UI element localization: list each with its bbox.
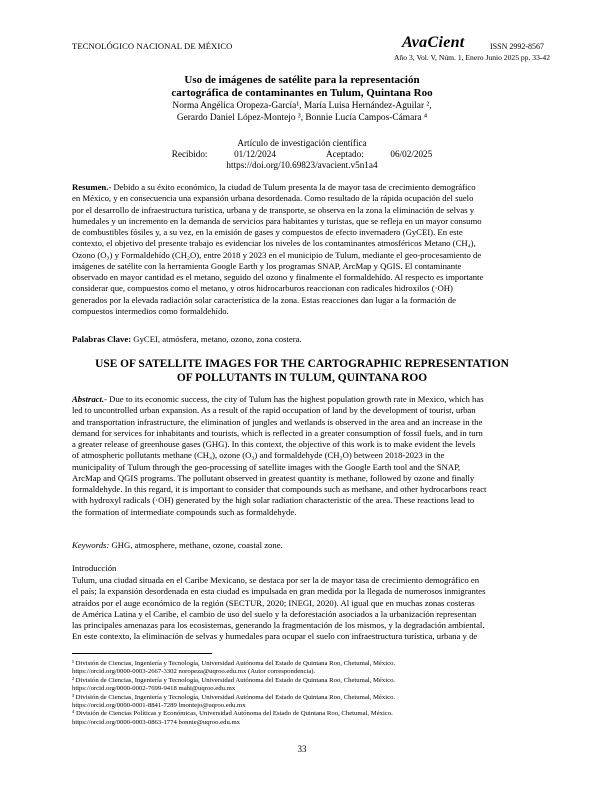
resumen-line: en México, y en consecuencia una expansión urbana desordenada. Como resultado de la rápida ocupación del suelo xyxy=(72,193,474,204)
volume-info: Año 3, Vol. V, Núm. 1, Enero Junio 2025 pp. 33-42 xyxy=(394,53,550,62)
page-number: 33 xyxy=(297,744,307,754)
resumen-line: considerar que, compuestos como el metano, y otros hidrocarburos reaccionan con radicales hidroxilos (·OH) xyxy=(72,283,453,294)
journal-logo: AvaCient xyxy=(402,34,465,51)
keywords xyxy=(72,540,532,551)
english-title-line-1: USE OF SATELLITE IMAGES FOR THE CARTOGRAPHIC REPRESENTATION xyxy=(95,358,509,370)
abstract-line: formaldehyde. In this regard, it is important to consider that compounds such as methane, and other hydrocarbons react xyxy=(72,484,487,494)
abstract-line: and transportation infrastructure, the elimination of jungles and wetlands is observed in the area and an increase in the xyxy=(72,416,483,427)
palabras-label: Palabras Clave: xyxy=(72,334,132,344)
article-meta xyxy=(72,138,532,171)
abstract-section xyxy=(72,394,532,518)
abstract-line: municipality of Tulum through the geo-processing of satellite images with the Google Earth tool and the SNAP, xyxy=(72,461,461,472)
footnote-line[interactable]: https://orcid.org/0000-0003-0863-1774 bonnie@uqroo.edu.mx xyxy=(72,718,241,726)
palabras-clave xyxy=(72,334,532,345)
footnote-line: ³ División de Ciencias, Ingeniería y Tecnología, Universidad Autónoma del Estado de Quintana Roo, Chetumal, México. xyxy=(72,693,396,701)
footnotes xyxy=(72,660,542,727)
resumen-line: observado en mayor cantidad es el metano, seguido del ozono y finalmente el formaldehído. Al respecto es importante xyxy=(72,272,484,282)
received-date: 01/12/2024 xyxy=(234,149,276,159)
abstract-line: led to uncontrolled urban expansion. As a result of the rapid occupation of land by the development of tourist, urban xyxy=(72,405,476,416)
intro-line: Tulum, una ciudad situada en el Caribe Mexicano, se destaca por ser la de mayor tasa de crecimiento demográfico en xyxy=(72,575,480,585)
abstract-line: a greater release of greenhouse gases (GHG). In this context, the objective of this work is to make evident the levels xyxy=(72,439,476,449)
footnote-line: ⁴ División de Ciencias Políticas y Económicas, Universidad Autónoma del Estado de Quintana Roo, Chetumal, México. xyxy=(72,710,393,718)
institution-name: TECNOLÓGICO NACIONAL DE MÉXICO xyxy=(72,41,233,51)
resumen-section xyxy=(72,182,532,317)
abstract-line: Abstract.- Due to its economic success, the city of Tulum has the highest population growth rate in Mexico, which has xyxy=(72,394,484,404)
title-line-2: cartográfica de contaminantes en Tulum, Quintana Roo xyxy=(171,87,433,99)
palabras-text: GyCEI, atmósfera, metano, ozono, zona costera. xyxy=(133,334,302,344)
accepted-date: 06/02/2025 xyxy=(390,149,433,159)
authors-line-2: Gerardo Daniel López-Montejo ³, Bonnie Lucía Campos-Cámara ⁴ xyxy=(176,112,428,123)
abstract-line: with hydroxyl radicals (·OH) generated by the high solar radiation characteristic of the area. These reactions lead to xyxy=(72,495,475,506)
abstract-line: ArcMap and QGIS programs. The pollutant observed in greatest quantity is methane, followed by ozone and finally xyxy=(72,472,475,483)
doi-link[interactable]: https://doi.org/10.69823/avacient.v5n1a4 xyxy=(226,160,378,170)
dates-line xyxy=(72,149,532,160)
intro-line: atraídos por el auge económico de la región (SECTUR, 2020; INEGI, 2020). Al igual que en muchas zonas costeras xyxy=(72,597,475,608)
footnote-line[interactable]: https://orcid.org/0000-0001-8841-7289 lmontejo@uqroo.edu.mx xyxy=(72,702,246,710)
keywords-text: GHG, atmosphere, methane, ozone, coastal zone. xyxy=(111,540,283,550)
resumen-line: Resumen.- Debido a su éxito económico, la ciudad de Tulum presenta la de mayor tasa de crecimiento demográfico xyxy=(72,182,476,192)
intro-section xyxy=(72,575,532,643)
resumen-line: compuestos intermedios como formaldehído. xyxy=(72,305,229,316)
title-line-1: Uso de imágenes de satélite para la representación xyxy=(184,74,420,86)
english-title xyxy=(72,357,532,385)
intro-line: el país; la expansión desordenada en esta ciudad es impulsada en gran medida por la llegada de numerosos inmigrantes xyxy=(72,586,486,597)
article-type: Artículo de investigación científica xyxy=(237,138,367,148)
abstract-label: Abstract.- xyxy=(72,394,107,404)
intro-line: las principales amenazas para los ecosistemas, generando la fragmentación de los mismos, y la degradación ambiental. xyxy=(72,620,485,630)
resumen-line: generados por la elevada radiación solar característica de la zona. Estas reacciones dan lugar a la formación de xyxy=(72,294,456,305)
resumen-label: Resumen.- xyxy=(72,182,112,192)
resumen-line: imágenes de satélite con la herramienta Google Earth y los programas SNAP, ArcMap y QGIS. El contaminante xyxy=(72,260,462,271)
footnote-line[interactable]: https://orcid.org/0000-0002-7699-9418 mahi@uqroo.edu.mx xyxy=(72,685,236,693)
footnote-line: ² División de Ciencias, Ingeniería y Tecnología, Universidad Autónoma del Estado de Quintana Roo, Chetumal, México. xyxy=(72,676,396,684)
authors-line-1: Norma Angélica Oropeza-García¹, María Luisa Hernández-Aguilar ², xyxy=(172,101,432,111)
article-title xyxy=(72,74,532,100)
english-title-line-2: OF POLLUTANTS IN TULUM, QUINTANA ROO xyxy=(176,372,428,384)
footnote-line: ¹ División de Ciencias, Ingeniería y Tecnología, Universidad Autónoma del Estado de Quintana Roo, Chetumal, México. xyxy=(72,660,396,667)
intro-line: En este contexto, la eliminación de selvas y humedales para ocupar el suelo con infraestructura turística, urbana y de xyxy=(72,631,478,642)
intro-heading: Introducción xyxy=(72,563,117,573)
abstract-line: of atmospheric pollutants methane (CH₄), ozone (O₃) and formaldehyde (CH₂O) between 2018-2023 in the xyxy=(72,450,445,461)
resumen-line: humedales y un incremento en la demanda de servicios para habitantes y turistas, que se refleja en un mayor consumo xyxy=(72,215,482,226)
abstract-line: the formation of intermediate compounds such as formaldehyde. xyxy=(72,506,297,517)
resumen-line: por el desarrollo de infraestructura turística, urbana y de transporte, se observa en la zona la eliminación de selvas y xyxy=(72,204,475,215)
footnote-divider xyxy=(72,653,212,654)
issn: ISSN 2992-8567 xyxy=(490,42,545,51)
accepted-label: Aceptado: xyxy=(326,149,364,159)
resumen-line: Ozono (O₃) y Formaldehído (CH₂O), entre 2018 y 2023 en el municipio de Tulum, mediante el geo-procesamiento de xyxy=(72,249,482,260)
resumen-line: contexto, el objetivo del presente trabajo es evidenciar los niveles de los contaminantes atmosféricos Metano (CH₄), xyxy=(72,238,476,249)
received-label: Recibido: xyxy=(171,149,208,159)
keywords-label: Keywords: xyxy=(72,540,110,550)
footnote-line[interactable]: https://orcid.org/0000-0003-2667-3302 noropeza@uqroo.edu.mx (Autor correspondencia). xyxy=(72,668,316,676)
resumen-line: de combustibles fósiles y, a su vez, en la emisión de gases y compuestos de efecto invernadero (GyCEI). En este xyxy=(72,227,463,237)
intro-line: de América Latina y el Caribe, el cambio de uso del suelo y la deforestación asociados a la urbanización representan xyxy=(72,608,477,619)
abstract-line: demand for services for inhabitants and tourists, which is reflected in a greater consumption of fossil fuels, and in turn xyxy=(72,427,483,438)
authors xyxy=(72,101,532,124)
